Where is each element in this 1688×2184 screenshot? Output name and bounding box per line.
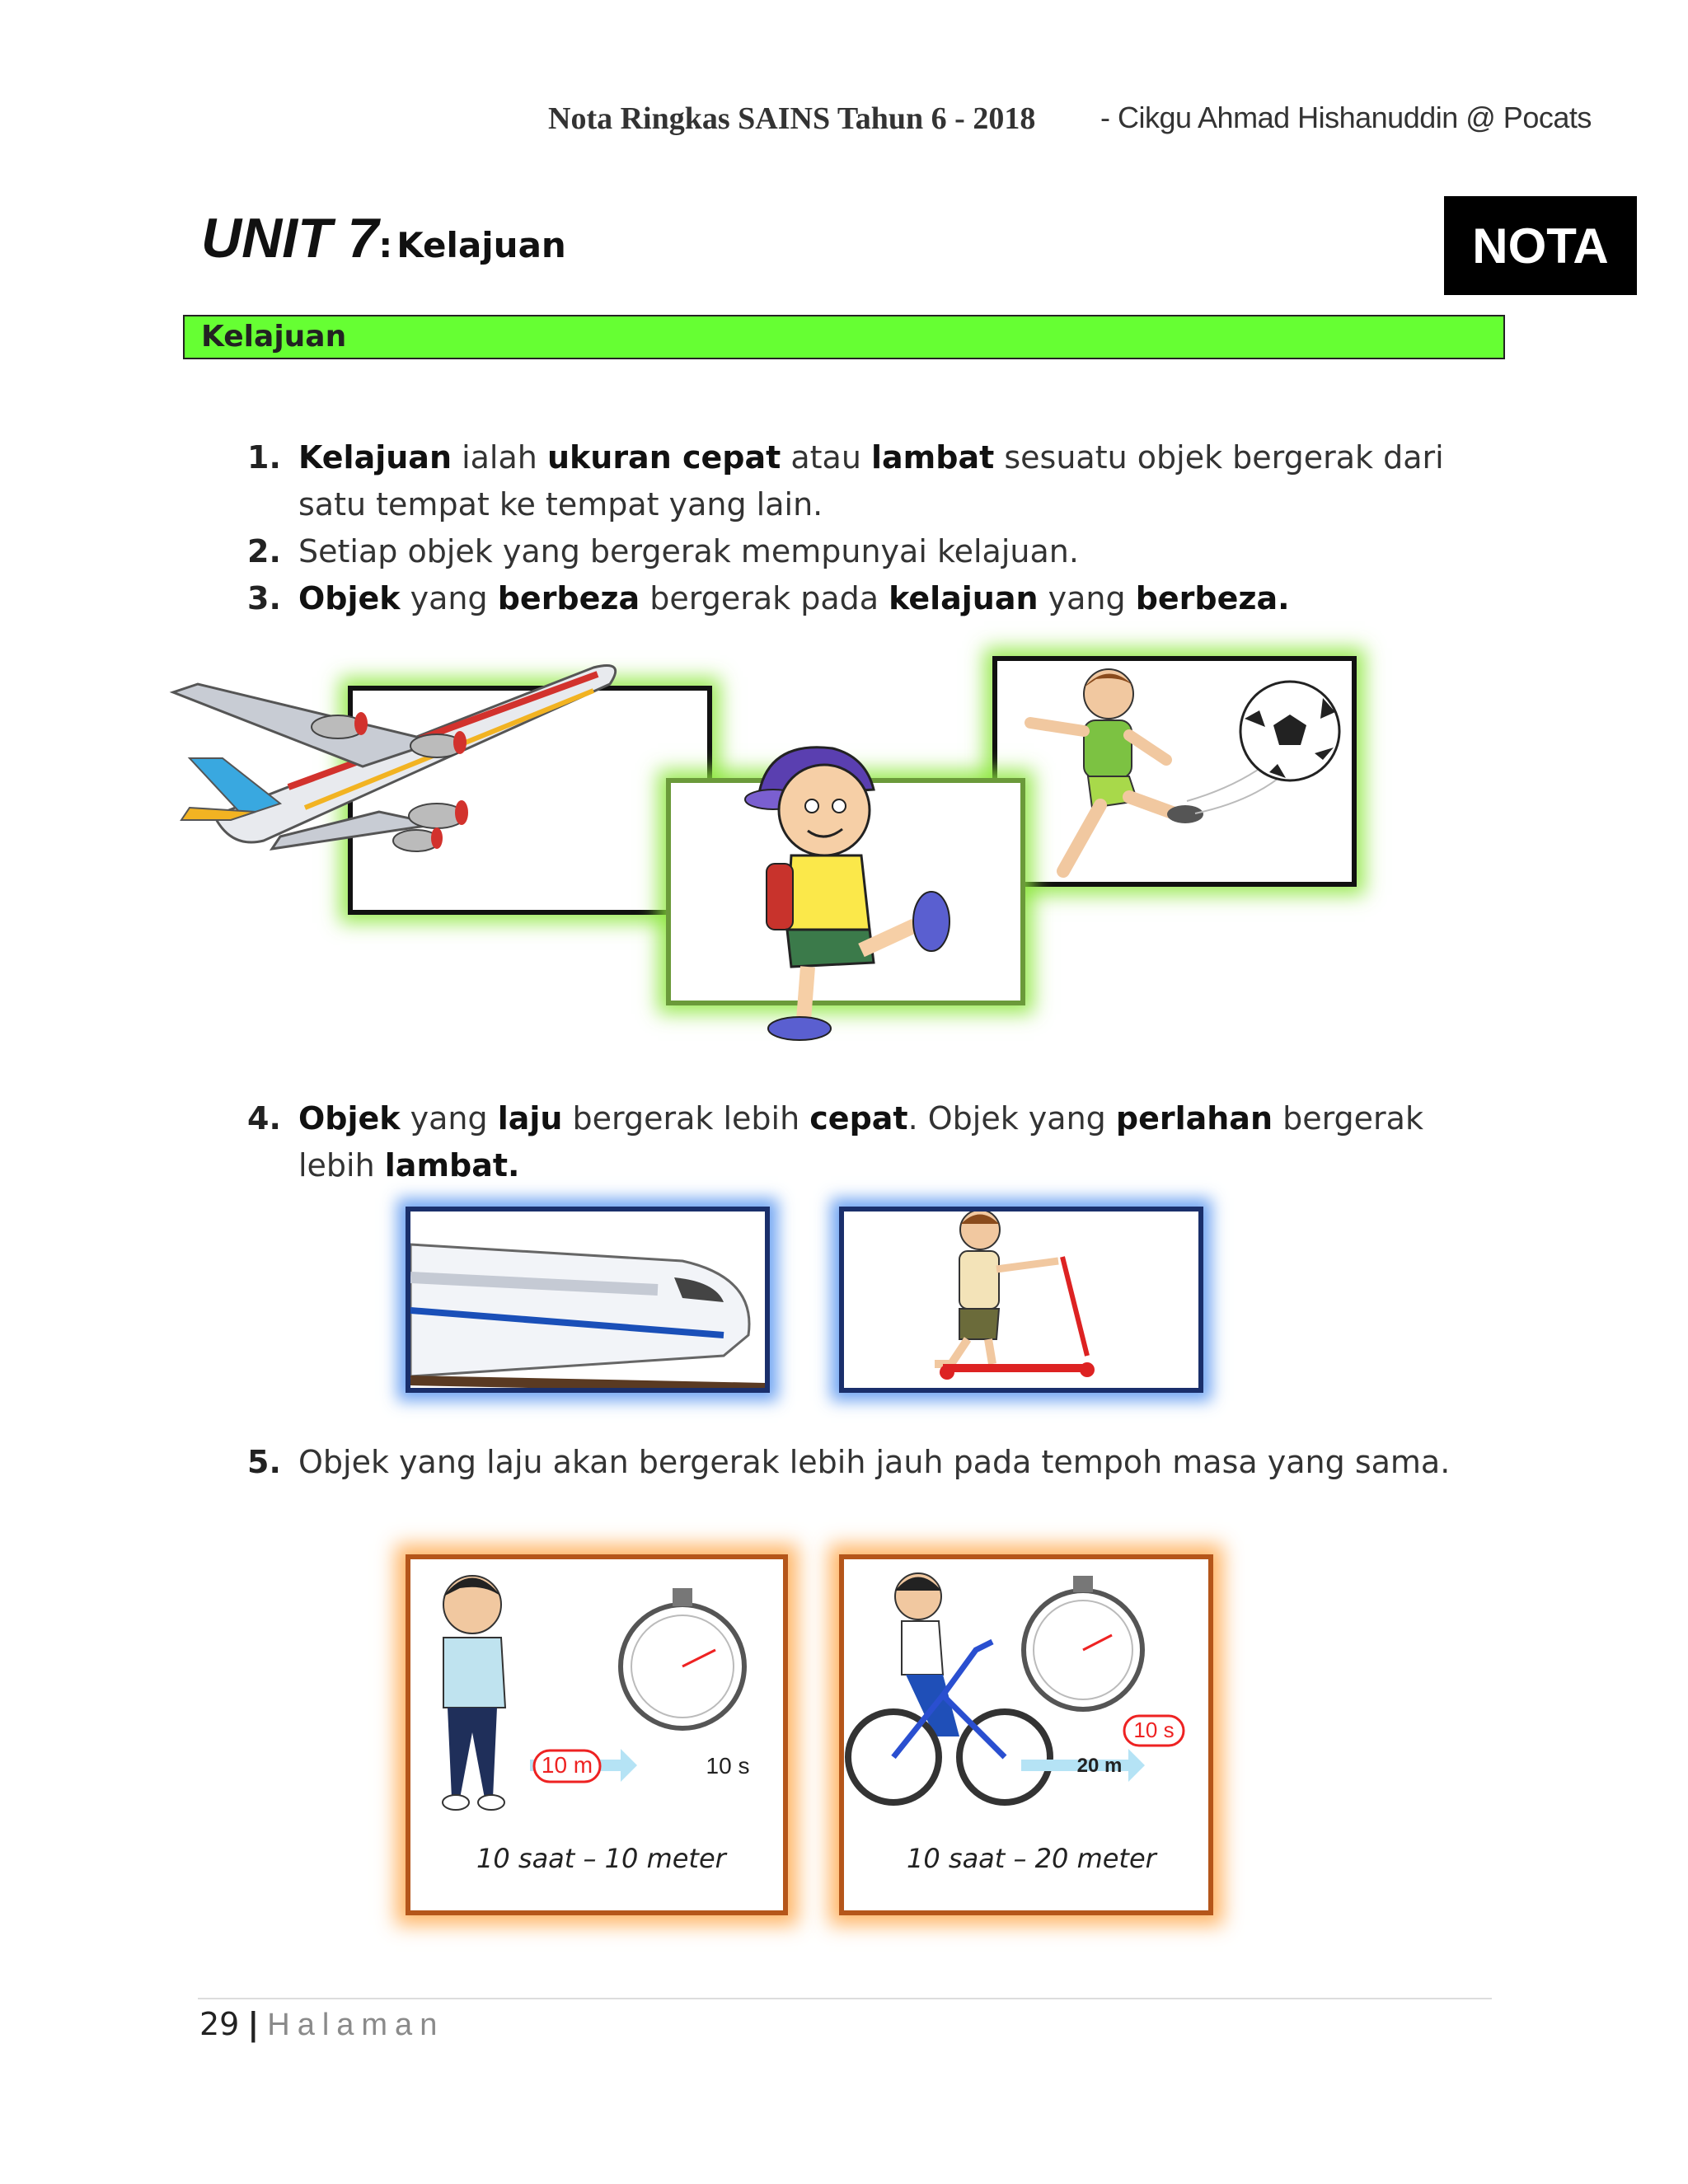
point-number: 3. <box>247 580 281 616</box>
unit-number: UNIT 7 <box>201 207 379 269</box>
right-time-label: 10 s <box>1133 1718 1175 1742</box>
footer-label: Halaman <box>267 2008 445 2042</box>
point-text-bold: Objek <box>298 580 401 616</box>
point-1 <box>247 434 1469 528</box>
point-text-bold: Objek <box>298 1100 401 1137</box>
point-text: . Objek yang <box>907 1100 1116 1137</box>
footer-divider <box>198 1998 1492 1999</box>
unit-heading <box>201 206 566 270</box>
train-frame <box>406 1207 770 1393</box>
left-caption: 10 saat – 10 meter <box>476 1843 726 1874</box>
header-author: - Cikgu Ahmad Hishanuddin @ Pocats <box>1100 101 1592 134</box>
point-2 <box>247 528 1469 575</box>
point-text-bold: laju <box>497 1100 563 1137</box>
scooter-boy-illustration <box>844 1212 1198 1388</box>
cycling-example-frame <box>839 1554 1213 1915</box>
section-title: Kelajuan <box>183 315 1505 359</box>
point-text: yang <box>1038 580 1136 616</box>
page-footer <box>199 2006 444 2043</box>
point-number: 1. <box>247 439 281 476</box>
point-text: atau <box>781 439 872 476</box>
point-text: bergerak lebih <box>562 1100 810 1137</box>
point-text: ialah <box>452 439 547 476</box>
cycling-boy-illustration <box>844 1559 1208 1831</box>
point-text-bold: perlahan <box>1115 1100 1273 1137</box>
running-example-frame <box>406 1554 788 1915</box>
point-text: bergerak pada <box>640 580 889 616</box>
right-caption: 10 saat – 20 meter <box>907 1843 1156 1874</box>
point-3 <box>247 575 1469 622</box>
nota-badge: NOTA <box>1444 196 1637 295</box>
point-text-bold: cepat <box>809 1100 908 1137</box>
point-text: Setiap objek yang bergerak mempunyai kelajuan. <box>298 533 1079 569</box>
point-text: bergerak lebih <box>298 1100 1423 1183</box>
point-text: Objek yang laju akan bergerak lebih jauh pada tempoh masa yang sama. <box>298 1444 1451 1480</box>
scooter-frame <box>839 1207 1203 1393</box>
point-text-bold: berbeza <box>497 580 640 616</box>
header-title: Nota Ringkas SAINS Tahun 6 - 2018 <box>548 101 1036 136</box>
walking-boy-illustration <box>742 740 973 1053</box>
point-text: yang <box>400 580 498 616</box>
point-text-bold: Kelajuan <box>298 439 452 476</box>
point-text-bold: kelajuan <box>889 580 1039 616</box>
airplane-illustration <box>165 651 791 890</box>
point-text: yang <box>400 1100 498 1137</box>
point-text-bold: berbeza. <box>1135 580 1290 616</box>
point-number: 5. <box>247 1444 281 1480</box>
page-number: 29 <box>199 2006 240 2042</box>
left-time-label: 10 s <box>706 1753 750 1779</box>
unit-name: Kelajuan <box>396 225 566 265</box>
point-number: 4. <box>247 1100 281 1137</box>
point-number: 2. <box>247 533 281 569</box>
unit-separator: : <box>378 225 393 265</box>
point-4 <box>247 1095 1469 1189</box>
point-text-bold: lambat <box>871 439 995 476</box>
soccer-boy-illustration <box>997 661 1352 883</box>
point-5 <box>247 1439 1469 1486</box>
point-text: sesuatu objek bergerak dari satu tempat ke tempat yang lain. <box>298 439 1444 523</box>
right-distance-label: 20 m <box>1076 1755 1123 1777</box>
point-text-bold: ukuran cepat <box>546 439 781 476</box>
running-boy-illustration <box>410 1559 783 1831</box>
soccer-frame <box>992 656 1357 887</box>
bullet-train-illustration <box>410 1212 765 1388</box>
point-text-bold: lambat. <box>384 1147 520 1183</box>
footer-separator: | <box>247 2006 260 2042</box>
left-distance-label: 10 m <box>541 1752 593 1778</box>
